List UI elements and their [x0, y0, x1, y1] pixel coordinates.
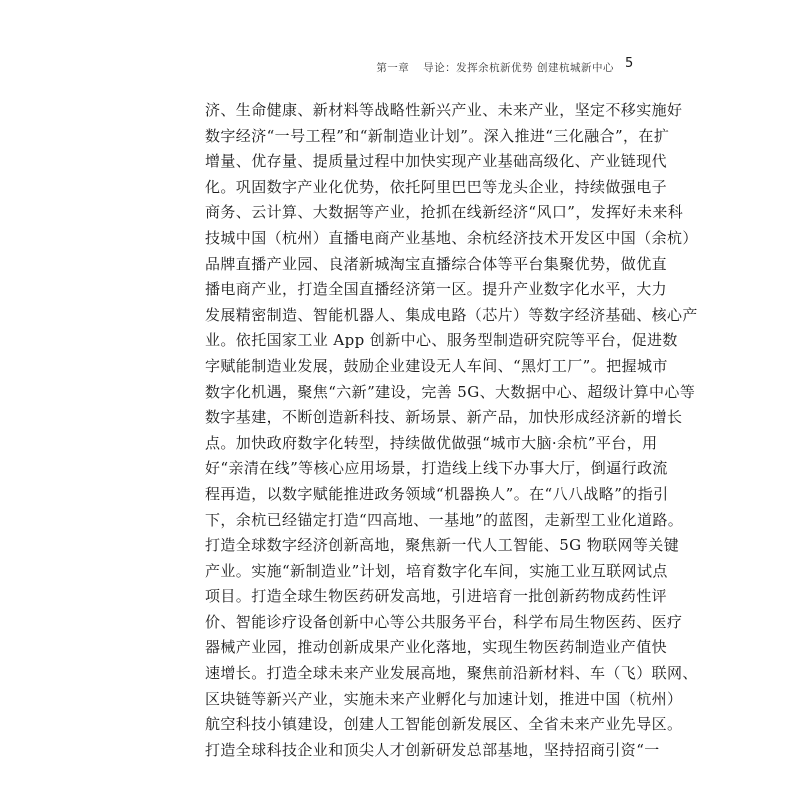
text-line: 商务、云计算、大数据等产业，抢抓在线新经济“风口”，发挥好未来科 — [205, 203, 684, 222]
text-line: 区块链等新兴产业，实施未来产业孵化与加速计划，推进中国（杭州） — [205, 689, 683, 708]
text-line: 产业。实施“新制造业”计划，培育数字化车间，实施工业互联网试点 — [205, 561, 668, 580]
text-line: 播电商产业，打造全国直播经济第一区。提升产业数字化水平，大力 — [205, 280, 668, 299]
chapter-title: 导论：发挥余杭新优势 创建杭城新中心 — [423, 62, 614, 74]
text-line: 增量、优存量、提质量过程中加快实现产业基础高级化、产业链现代 — [205, 152, 668, 171]
body-text — [205, 98, 698, 763]
text-line: 航空科技小镇建设，创建人工智能创新发展区、全省未来产业先导区。 — [205, 715, 683, 734]
text-line: 技城中国（杭州）直播电商产业基地、余杭经济技术开发区中国（余杭） — [205, 228, 698, 247]
text-line: 济、生命健康、新材料等战略性新兴产业、未来产业，坚定不移实施好 — [205, 101, 683, 119]
text-line: 字赋能制造业发展，鼓励企业建设无人车间、“黑灯工厂”。把握城市 — [205, 356, 668, 375]
text-line: 品牌直播产业园、良渚新城淘宝直播综合体等平台集聚优势，做优直 — [205, 254, 668, 273]
chapter-label: 第一章 — [376, 62, 410, 74]
text-line: 打造全球科技企业和顶尖人才创新研发总部基地，坚持招商引资“一 — [205, 740, 660, 759]
running-header — [376, 60, 614, 75]
text-line: 发展精密制造、智能机器人、集成电路（芯片）等数字经济基础、核心产 — [205, 305, 698, 324]
text-line: 价、智能诊疗设备创新中心等公共服务平台，科学布局生物医药、医疗 — [205, 612, 683, 631]
text-line: 数字化机遇，聚焦“六新”建设，完善 5G、大数据中心、超级计算中心等 — [205, 382, 696, 401]
text-line: 点。加快政府数字化转型，持续做优做强“城市大脑·余杭”平台，用 — [205, 433, 658, 452]
text-line: 打造全球数字经济创新高地，聚焦新一代人工智能、5G 物联网等关键 — [205, 536, 680, 555]
text-line: 数字基建，不断创造新科技、新场景、新产品，加快形成经济新的增长 — [205, 408, 683, 427]
text-line: 项目。打造全球生物医药研发高地，引进培育一批创新药物成药性评 — [205, 587, 668, 606]
text-line: 下，余杭已经锚定打造“四高地、一基地”的蓝图，走新型工业化道路。 — [205, 510, 684, 529]
text-line: 化。巩固数字产业化优势，依托阿里巴巴等龙头企业，持续做强电子 — [205, 177, 668, 196]
text-line: 程再造，以数字赋能推进政务领域“机器换人”。在“八八战略”的指引 — [205, 484, 669, 503]
text-line: 数字经济“一号工程”和“新制造业计划”。深入推进“三化融合”，在扩 — [205, 126, 670, 145]
text-line: 好“亲清在线”等核心应用场景，打造线上线下办事大厅，倒逼行政流 — [205, 459, 668, 478]
text-line: 速增长。打造全球未来产业发展高地，聚焦前沿新材料、车（飞）联网、 — [205, 664, 698, 683]
text-line: 器械产业园，推动创新成果产业化落地，实现生物医药制造业产值快 — [205, 638, 668, 657]
page-number: 5 — [625, 56, 634, 71]
text-line: 业。依托国家工业 App 创新中心、服务型制造研究院等平台，促进数 — [205, 331, 678, 350]
